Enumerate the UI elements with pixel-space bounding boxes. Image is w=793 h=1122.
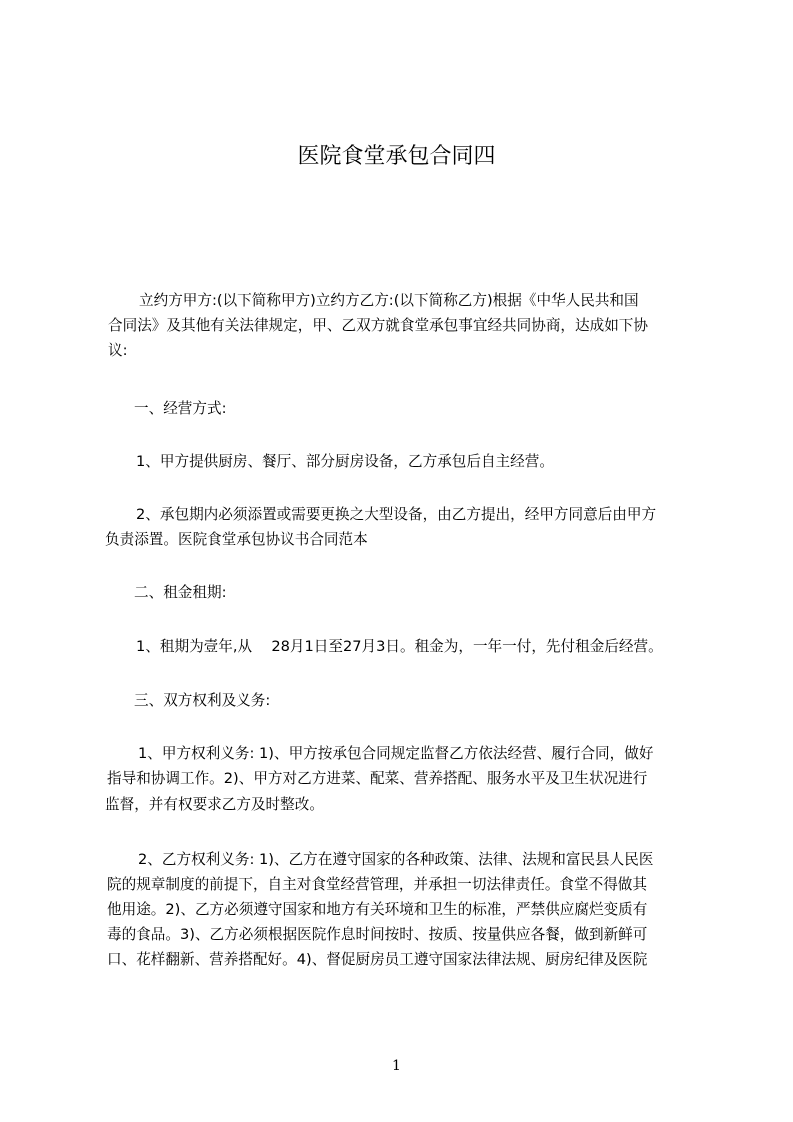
clause-3-1-line-3: 监督，并有权要求乙方及时整改。 (105, 796, 324, 813)
section-heading-3: 三、双方权利及义务: (134, 692, 271, 709)
page-number: 1 (392, 1058, 401, 1074)
clause-3-2-line-5: 口、花样翻新、营养搭配好。4)、督促厨房员工遵守国家法律法规、厨房纪律及医院 (107, 951, 648, 968)
document-title: 医院食堂承包合同四 (297, 144, 496, 169)
clause-3-2-line-2: 院的规章制度的前提下，自主对食堂经营管理，并承担一切法律责任。食堂不得做其 (107, 876, 647, 893)
preamble-line-2: 合同法》及其他有关法律规定，甲、乙双方就食堂承包事宜经共同协商，达成如下协 (108, 317, 648, 334)
clause-1-2-line-1: 2、承包期内必须添置或需要更换之大型设备，由乙方提出，经甲方同意后由甲方 (136, 506, 657, 523)
clause-3-2-line-1: 2、乙方权利义务: 1)、乙方在遵守国家的各种政策、法律、法规和富民县人民医 (138, 851, 654, 868)
clause-3-1-line-1: 1、甲方权利义务: 1)、甲方按承包合同规定监督乙方依法经营、履行合同，做好 (138, 745, 654, 762)
clause-1-1: 1、甲方提供厨房、餐厅、部分厨房设备，乙方承包后自主经营。 (136, 453, 554, 470)
clause-3-1-line-2: 指导和协调工作。2)、甲方对乙方进菜、配菜、营养搭配、服务水平及卫生状况进行 (107, 770, 648, 787)
preamble-line-3: 议: (108, 342, 128, 359)
section-heading-1: 一、经营方式: (134, 400, 227, 417)
clause-1-2-line-2: 负责添置。医院食堂承包协议书合同范本 (105, 531, 368, 548)
section-heading-2: 二、租金租期: (134, 584, 227, 601)
clause-3-2-line-3: 他用途。2)、乙方必须遵守国家和地方有关环境和卫生的标准，严禁供应腐烂变质有 (107, 901, 648, 918)
preamble-line-1: 立约方甲方:(以下简称甲方)立约方乙方:(以下简称乙方)根据《中华人民共和国 (139, 292, 639, 309)
clause-2-1: 1、租期为壹年,从 28月1日至27月3日。租金为，一年一付，先付租金后经营。 (136, 638, 663, 655)
clause-3-2-line-4: 毒的食品。3)、乙方必须根据医院作息时间按时、按质、按量供应各餐，做到新鲜可 (107, 926, 648, 943)
